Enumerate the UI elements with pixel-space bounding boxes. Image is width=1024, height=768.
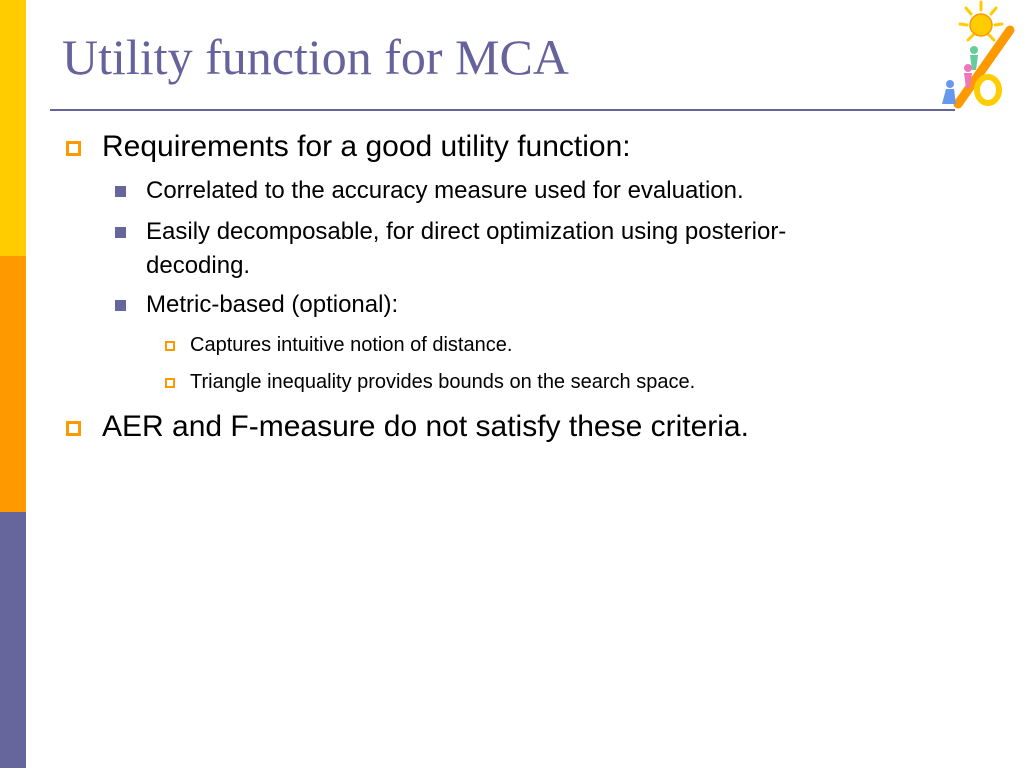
list-item: Metric-based (optional): <box>146 291 399 318</box>
bullet-marker-box <box>165 378 175 388</box>
list-item: Easily decomposable, for direct optimization using posterior- <box>146 218 787 245</box>
list-item: Captures intuitive notion of distance. <box>190 334 513 356</box>
list-item: Requirements for a good utility function: <box>102 130 631 163</box>
list-item: AER and F-measure do not satisfy these criteria. <box>102 410 749 443</box>
bullet-marker-square <box>115 227 126 238</box>
slide-title: Utility function for MCA <box>62 29 569 85</box>
bullet-marker-box <box>66 141 81 156</box>
bullet-marker-box <box>165 341 175 351</box>
bullet-marker-box <box>66 421 81 436</box>
list-item-continuation: decoding. <box>146 252 251 279</box>
bullet-marker-square <box>115 186 126 197</box>
list-item: Correlated to the accuracy measure used for evaluation. <box>146 177 744 204</box>
bullet-marker-square <box>115 300 126 311</box>
list-item: Triangle inequality provides bounds on the search space. <box>190 371 696 393</box>
